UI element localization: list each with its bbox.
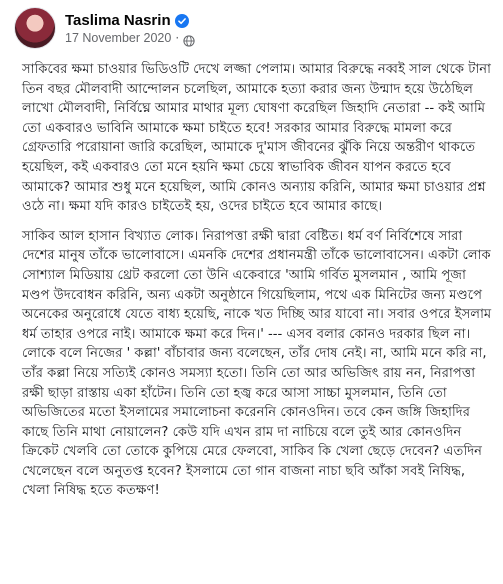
author-avatar[interactable] [14, 7, 56, 49]
post-body [22, 60, 492, 511]
author-row [65, 12, 195, 29]
post-paragraph-2: সাকিব আল হাসান বিখ্যাত লোক। নিরাপত্তা রক্ষী দ্বারা বেষ্টিত। ধর্ম বর্ণ নির্বিশেষে সারা দেশের মানুষ তাঁকে ভালোবাসে। এমনকি দেশের প্রধানমন্ত্রী তাঁকে ভালোবাসেন। একটা লোক সোশ্যাল মিডিয়ায় থ্রেট করলো তো উনি একেবারে 'আমি গর্বিত মুসলমান , আমি পূজা মণ্ডপ উদবোধন করিনি, অন্য একটা অনুষ্ঠানে গিয়েছিলাম, পথে এক মিনিটের জন্য মণ্ডপে অনেকের অনুরোধে যেতে বাধ্য হয়েছি, নাকে খত দিচ্ছি আর যাবো না। সবার ওপরে ইসলাম ধর্ম তাহার ওপরে নাই। আমাকে ক্ষমা করে দিন।' --- এসব বলার কোনও দরকার ছিল না। লোকে বলে নিজের ' কল্লা' বাঁচাবার জন্য বলেছেন, তাঁর দোষ নেই। না, আমি মনে করি না, তাঁর কল্লা নিয়ে সত্যিই কোনও সমস্যা হতো। তিনি তো আর অভিজিৎ রায় নন, নিরাপত্তা রক্ষী ছাড়া রাস্তায় একা হাঁটেন। তিনি তো হজ্ব করে আসা সাচ্চা মুসলমান, তিনি তো অভিজিতের মতো ইসলামের সমালোচনা করেননি কোনওদিন। তবে কেন জঙ্গি জিহাদির কাছে তিনি মাথা নোয়ালেন? কেউ যদি এখন রাম দা নাচিয়ে বলে তুই আর কোনওদিন ক্রিকেট খেলবি তো তোকে কুপিয়ে মেরে ফেলবো, সাকিব কি খেলা ছেড়ে দেবেন? এতদিন খেলেছেন বলে অনুতপ্ত হবেন? ইসলামে তো গান বাজনা নাচা ছবি আঁকা সবই নিষিদ্ধ, খেলা নিষিদ্ধ হতে কতক্ষণ! [22, 228, 492, 499]
post-header [14, 7, 195, 49]
post-meta [65, 12, 195, 45]
verified-badge-icon [175, 13, 189, 27]
globe-icon[interactable] [183, 32, 195, 44]
timestamp-separator: · [175, 30, 180, 45]
post-timestamp[interactable]: 17 November 2020 [65, 30, 172, 45]
author-name[interactable]: Taslima Nasrin [65, 11, 171, 29]
timestamp-row [65, 31, 195, 45]
post-paragraph-1: সাকিবের ক্ষমা চাওয়ার ভিডিওটি দেখে লজ্জা পেলাম। আমার বিরুদ্ধে নব্বই সাল থেকে টানা তিন বছর মৌলবাদী আন্দোলন চলেছিল, আমাকে হত্যা করার জন্য উন্মাদ হয়ে উঠেছিল লাখো মৌলবাদী, নির্বিঘ্নে আমার মাথার মূল্য ঘোষণা করেছিল জিহাদি নেতারা -- কই আমি তো একবারও ভাবিনি আমাকে ক্ষমা চাইতে হবে! সরকার আমার বিরুদ্ধে মামলা করে গ্রেফতারি পরোয়ানা জারি করেছিল, আমাকে দু'মাস জীবনের ঝুঁকি নিয়ে অন্তরীণ থাকতে হয়েছিল, কই একবারও তো মনে হয়নি ক্ষমা চেয়ে স্বাভাবিক জীবন যাপন করতে হবে আমাকে? আমার শুধু মনে হয়েছিল, আমি কোনও অন্যায় করিনি, আমার ক্ষমা চাওয়ার প্রশ্ন ওঠে না। ক্ষমা যদি কারও চাইতেই হয়, ওদের চাইতে হবে আমার কাছে। [22, 62, 491, 215]
